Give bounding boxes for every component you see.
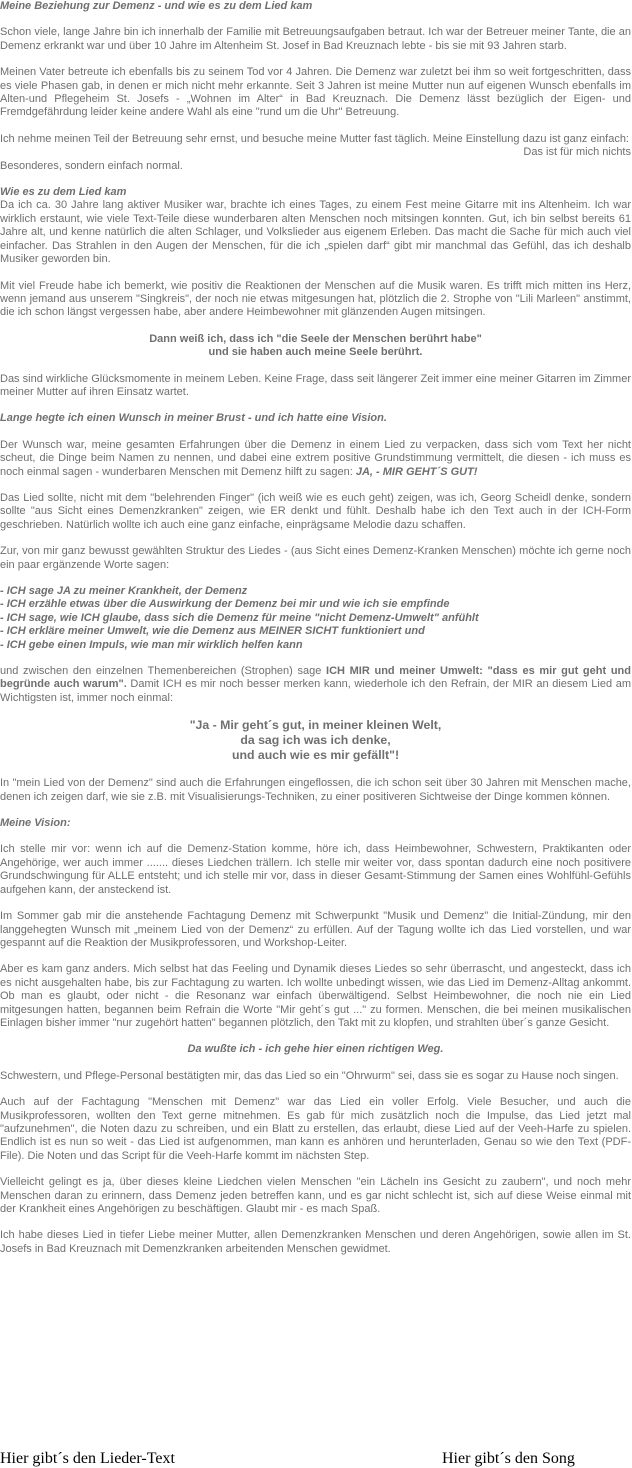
paragraph-structure: Zur, von mir ganz bewusst gewählten Struktur des Liedes - (aus Sicht eines Demenz-Kranken Menschen) möchte ich gerne noch ein paar ergänzende Worte sagen: xyxy=(0,545,631,571)
subheading-how-song: Wie es zu dem Lied kam xyxy=(0,186,127,199)
subheading-vision: Meine Vision: xyxy=(0,817,71,830)
list-item: - ICH gebe einen Impuls, wie man mir wirklich helfen kann xyxy=(0,638,303,651)
paragraph-nurses: Schwestern, und Pflege-Personal bestätigten mir, das das Lied so ein "Ohrwurm" sei, dass sie es sogar zu Hause noch singen. xyxy=(0,1069,619,1082)
page-title: Meine Beziehung zur Demenz - und wie es zu dem Lied kam xyxy=(0,0,313,12)
paragraph-summer: Im Sommer gab mir die anstehende Fachtagung Demenz mit Schwerpunkt "Musik und Demenz" die Initial-Zündung, mir den langgehegten Wunsch mit „meinem Lied von der Demenz“ zu erfüllen. Auf der Tagung wollte ich das Lied vorstellen, und war gespannt auf die Reaktion der Musikprofessoren, und Workshop-Leiter. xyxy=(0,910,631,949)
paragraph-dedication: Ich habe dieses Lied in tiefer Liebe meiner Mutter, allen Demenzkranken Menschen und deren Angehörigen, sowie allen im St. Josefs in Bad Kreuznach mit Demenzkranken arbeitenden Menschen gewidmet. xyxy=(0,1229,631,1255)
quote-right-way: Da wußte ich - ich gehe hier einen richtigen Weg. xyxy=(187,1043,444,1056)
paragraph-experience: In "mein Lied von der Demenz" sind auch die Erfahrungen eingeflossen, die ich schon seit über 30 Jahren mit Menschen mache, denen ich zeigen darf, wie sie z.B. mit Visualisierungs-Techniken, zu einer positiveren Sichtweise der Dinge kommen können. xyxy=(0,777,631,803)
paragraph-smile: Vielleicht gelingt es ja, über dieses kleine Liedchen vielen Menschen "ein Lächeln ins Gesicht zu zaubern", und noch mehr Menschen daran zu erinnern, dass Demenz jeden betreffen kann, und es gar nicht schlecht ist, sich auf diese Weise einmal mit der Krankheit eines Angehörigen zu beschäftigen. Glaubt mir - es mach Spaß. xyxy=(0,1176,631,1215)
section-how-song xyxy=(0,186,631,266)
paragraph-father: Meinen Vater betreute ich ebenfalls bis zu seinem Tod vor 4 Jahren. Die Demenz war zuletzt bei ihm so weit fortgeschritten, dass es viele Phasen gab, in denen er mich nicht mehr erkannte. Seit 3 Jahren ist meine Mutter nun auf eigenen Wunsch ebenfalls im Alten-und Pflegeheim St. Josefs - „Wohnen im Alter“ in Bad Kreuznach. Die Demenz lässt bezüglich der Eigen- und Fremdgefährdung leider keine andere Wahl als eine "rund um die Uhr" Betreuung. xyxy=(0,66,631,119)
refrain-intro-end: Damit ICH es mir noch besser merken kann, wiederhole ich den Refrain, der MIR an diesem Lied am Wichtigsten ist, immer noch einmal: xyxy=(0,678,631,704)
refrain-quote xyxy=(0,718,631,763)
refrain-intro-text: und zwischen den einzelnen Themenbereichen (Strophen) sage xyxy=(0,665,327,678)
paragraph-wish xyxy=(0,439,631,479)
list-item: - ICH erkläre meiner Umwelt, wie die Demenz aus MEINER SICHT funktioniert und xyxy=(0,625,425,638)
paragraph-refrain-intro xyxy=(0,665,631,705)
attitude-text: Ich nehme meinen Teil der Betreuung sehr ernst, und besuche meine Mutter fast täglich. Meine Einstellung dazu ist ganz einfach: xyxy=(0,132,629,145)
lyrics-link[interactable]: Hier gibt´s den Lieder-Text xyxy=(0,1450,175,1467)
paragraph-joy: Mit viel Freude habe ich bemerkt, wie positiv die Reaktionen der Menschen auf die Musik waren. Es trifft mich mitten ins Herz, wenn jemand aus unserem "Singkreis", der noch nie etwas mitgesungen hat, plötzlich die 2. Strophe von "Lili Marleen" anstimmt, die ich schon längst vergessen habe, aber andere Heimbewohner mit glänzenden Augen mitsingen. xyxy=(0,279,631,319)
quote-soul xyxy=(0,333,631,360)
refrain-line2: da sag ich was ich denke, xyxy=(240,733,391,748)
paragraph-musician: Da ich ca. 30 Jahre lang aktiver Musiker war, brachte ich eines Tages, zu einem Fest meine Gitarre mit ins Altenheim. Ich war wirklich erstaunt, wie viele Text-Teile diese wunderbaren alten Menschen noch mitsingen konnten. Gut, ich bin selbst bereits 61 Jahre alt, und kenne natürlich die alten Schlager, und Volkslieder aus eigenem Erleben. Das macht die Sache für mich auch viel einfacher. Das Strahlen in den Augen der Menschen, für die ich „spielen darf“ gibt mir manchmal das Gefühl, das ich deshalb Musiker geworden bin. xyxy=(0,199,631,266)
paragraph-attitude xyxy=(0,133,631,173)
structure-list xyxy=(0,585,631,652)
wish-emphasis: JA, - MIR GEHT´S GUT! xyxy=(355,465,478,478)
paragraph-song-perspective: Das Lied sollte, nicht mit dem "belehrenden Finger" (ich weiß wie es euch geht) zeigen, was ich, Georg Scheidl denke, sondern sollte "aus Sicht eines Demenzkranken" zeigen, wie ER denkt und fühlt. Deshalb habe ich den Text auch in der ICH-Form geschrieben. Natürlich wollte ich auch eine ganz einfache, einprägsame Melodie dazu schaffen. xyxy=(0,491,631,531)
paragraph-intro: Schon viele, lange Jahre bin ich innerhalb der Familie mit Betreuungsaufgaben betraut. Ich war der Betreuer meiner Tante, die an Demenz erkrankt war und über 10 Jahre im Altenheim St. Josef in Bad Kreuznach lebte - bis sie mit 93 Jahren starb. xyxy=(0,26,631,52)
list-item: - ICH erzähle etwas über die Auswirkung der Demenz bei mir und wie ich sie empfinde xyxy=(0,598,450,611)
song-link[interactable]: Hier gibt´s den Song xyxy=(442,1450,575,1467)
footer-links xyxy=(0,1450,632,1467)
paragraph-conference: Auch auf der Fachtagung "Menschen mit Demenz" war das Lied ein voller Erfolg. Viele Besucher, und auch die Musikprofessoren, wollten den Text gerne mitnehmen. Es gab für mich zusätzlich noch die Impulse, das Lied jetzt mal "aufzunehmen", die Noten dazu zu schreiben, und ein Blatt zu erstellen, das erlaubt, diese Lied auf der Veeh-Harfe zu spielen. Endlich ist es nun so weit - das Lied ist aufgenommen, man kann es anhören und herunterladen, Genau so wie den Text (PDF-File). Die Noten und das Script für die Veeh-Harfe kommt im nächsten Step. xyxy=(0,1096,631,1162)
refrain-line3: und auch wie es mir gefällt"! xyxy=(231,748,400,763)
paragraph-vision: Ich stelle mir vor: wenn ich auf die Demenz-Station komme, höre ich, dass Heimbewohner, Schwestern, Praktikanten oder Angehörige, wer auch immer ....... dieses Liedchen trällern. Ich stelle mir weiter vor, dass spontan dadurch eine noch positivere Grundschwingung für ALLE entsteht; und ich stelle mir vor, dass in dieser Gesamt-Stimmung der Samen eines Wohlfühl-Gefühls aufgehen kann, der ansteckend ist. xyxy=(0,843,631,896)
quote-soul-line2: und sie haben auch meine Seele berührt. xyxy=(208,346,423,359)
subheading-wish: Lange hegte ich einen Wunsch in meiner Brust - und ich hatte eine Vision. xyxy=(0,412,387,425)
wish-text: Der Wunsch war, meine gesamten Erfahrungen über die Demenz in einem Lied zu verpacken, dass sich vom Text her nicht scheut, die Dinge beim Namen zu nennen, und dabei eine extrem positive Grundstimmung vermittelt, die diesen - ich muss es noch einmal sagen - wunderbaren Menschen mit Demenz hilft zu sagen: xyxy=(0,438,631,478)
paragraph-reaction: Aber es kam ganz anders. Mich selbst hat das Feeling und Dynamik dieses Liedes so sehr überrascht, und angesteckt, dass ich es nicht ausgehalten habe, bis zur Fachtagung zu warten. Ich wollte unbedingt wissen, wie das Lied im Demenz-Alltag ankommt. Ob man es glaubt, oder nicht - die Resonanz war einfach überwältigend. Selbst Heimbewohner, die noch nie ein Lied mitgesungen hatten, begannen beim Refrain die Worte "Mir geht´s gut ..." zu formen. Menschen, die bei meinen musikalischen Einlagen bisher immer "nur zugehört hatten" begannen plötzlich, den Takt mit zu klopfen, und strahlten über´s ganze Gesicht. xyxy=(0,963,631,1029)
paragraph-happiness: Das sind wirkliche Glücksmomente in meinem Leben. Keine Frage, dass seit längerer Zeit immer eine meiner Gitarren im Zimmer meiner Mutter auf ihren Einsatz wartet. xyxy=(0,372,631,398)
attitude-normal: Das ist für mich nichts xyxy=(523,146,631,159)
refrain-line1: "Ja - Mir geht´s gut, in meiner kleinen Welt, xyxy=(189,718,442,733)
attitude-end: Besonderes, sondern einfach normal. xyxy=(0,159,183,172)
refrain-intro-emphasis: ICH MIR und meiner Umwelt: "dass es mir gut geht und begründe auch warum". xyxy=(0,665,631,691)
quote-soul-line1: Dann weiß ich, dass ich "die Seele der Menschen berührt habe" xyxy=(149,332,482,345)
list-item: - ICH sage, wie ICH glaube, dass sich die Demenz für meine "nicht Demenz-Umwelt" anfühlt xyxy=(0,611,479,624)
list-item: - ICH sage JA zu meiner Krankheit, der Demenz xyxy=(0,585,248,597)
